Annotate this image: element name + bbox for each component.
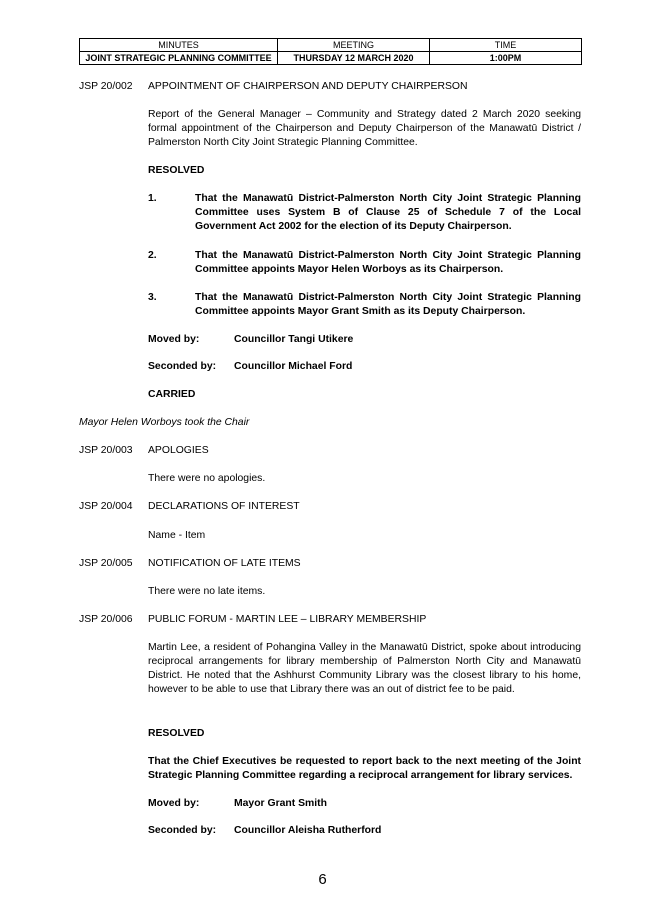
moved-by-value: Mayor Grant Smith <box>234 798 327 809</box>
item-title: APPOINTMENT OF CHAIRPERSON AND DEPUTY CHAIRPERSON <box>148 81 468 92</box>
resolution-number: 1. <box>148 193 157 204</box>
header-value-time: 1:00PM <box>430 52 582 65</box>
moved-by-label: Moved by: <box>148 798 200 809</box>
resolution-number: 2. <box>148 250 157 261</box>
item-paragraph: Martin Lee, a resident of Pohangina Valley in the Manawatū District, spoke about introducing reciprocal arrangements for library membership of Palmerston North City and Manawatū District. He noted that the Ashhurst Community Library was the closest library to his home, however to be able to use that Library there was an out of district fee to be paid. <box>148 642 581 695</box>
item-title: DECLARATIONS OF INTEREST <box>148 501 300 512</box>
resolved-heading: RESOLVED <box>148 728 205 739</box>
item-code: JSP 20/006 <box>79 614 133 625</box>
item-title: NOTIFICATION OF LATE ITEMS <box>148 558 301 569</box>
header-label-meeting: MEETING <box>278 39 430 52</box>
header-value-date: THURSDAY 12 MARCH 2020 <box>278 52 430 65</box>
resolution-text: That the Manawatū District-Palmerston North City Joint Strategic Planning Committee appoints Mayor Helen Worboys as its Chairperson. <box>195 250 581 275</box>
seconded-by-label: Seconded by: <box>148 825 217 836</box>
item-title: PUBLIC FORUM - MARTIN LEE – LIBRARY MEMBERSHIP <box>148 614 427 625</box>
header-value-committee: JOINT STRATEGIC PLANNING COMMITTEE <box>80 52 278 65</box>
carried-label: CARRIED <box>148 389 196 400</box>
moved-by-label: Moved by: <box>148 334 200 345</box>
item-title: APOLOGIES <box>148 445 209 456</box>
minutes-header-table <box>79 38 582 65</box>
item-paragraph: Report of the General Manager – Community and Strategy dated 2 March 2020 seeking formal appointment of the Chairperson and Deputy Chairperson of the Manawatū District / Palmerston North City Joint Strategic Planning Committee. <box>148 109 581 148</box>
item-text: There were no apologies. <box>148 473 266 484</box>
item-code: JSP 20/005 <box>79 558 133 569</box>
seconded-by-label: Seconded by: <box>148 361 217 372</box>
header-label-time: TIME <box>430 39 582 52</box>
item-text: There were no late items. <box>148 586 266 597</box>
item-text: Name - Item <box>148 530 206 541</box>
item-code: JSP 20/002 <box>79 81 133 92</box>
moved-by-value: Councillor Tangi Utikere <box>234 334 354 345</box>
chair-note: Mayor Helen Worboys took the Chair <box>79 417 250 428</box>
item-code: JSP 20/003 <box>79 445 133 456</box>
resolution-number: 3. <box>148 292 157 303</box>
resolution-text: That the Manawatū District-Palmerston North City Joint Strategic Planning Committee uses System B of Clause 25 of Schedule 7 of the Local Government Act 2002 for the election of its Deputy Chairperson. <box>195 193 581 232</box>
item-code: JSP 20/004 <box>79 501 133 512</box>
resolution-text: That the Manawatū District-Palmerston North City Joint Strategic Planning Committee appoints Mayor Grant Smith as its Deputy Chairperson. <box>195 292 581 317</box>
resolution-text: That the Chief Executives be requested to report back to the next meeting of the Joint Strategic Planning Committee regarding a reciprocal arrangement for library services. <box>148 756 581 781</box>
resolved-heading: RESOLVED <box>148 165 205 176</box>
seconded-by-value: Councillor Michael Ford <box>234 361 353 372</box>
page-number: 6 <box>318 871 327 888</box>
seconded-by-value: Councillor Aleisha Rutherford <box>234 825 382 836</box>
header-label-minutes: MINUTES <box>80 39 278 52</box>
